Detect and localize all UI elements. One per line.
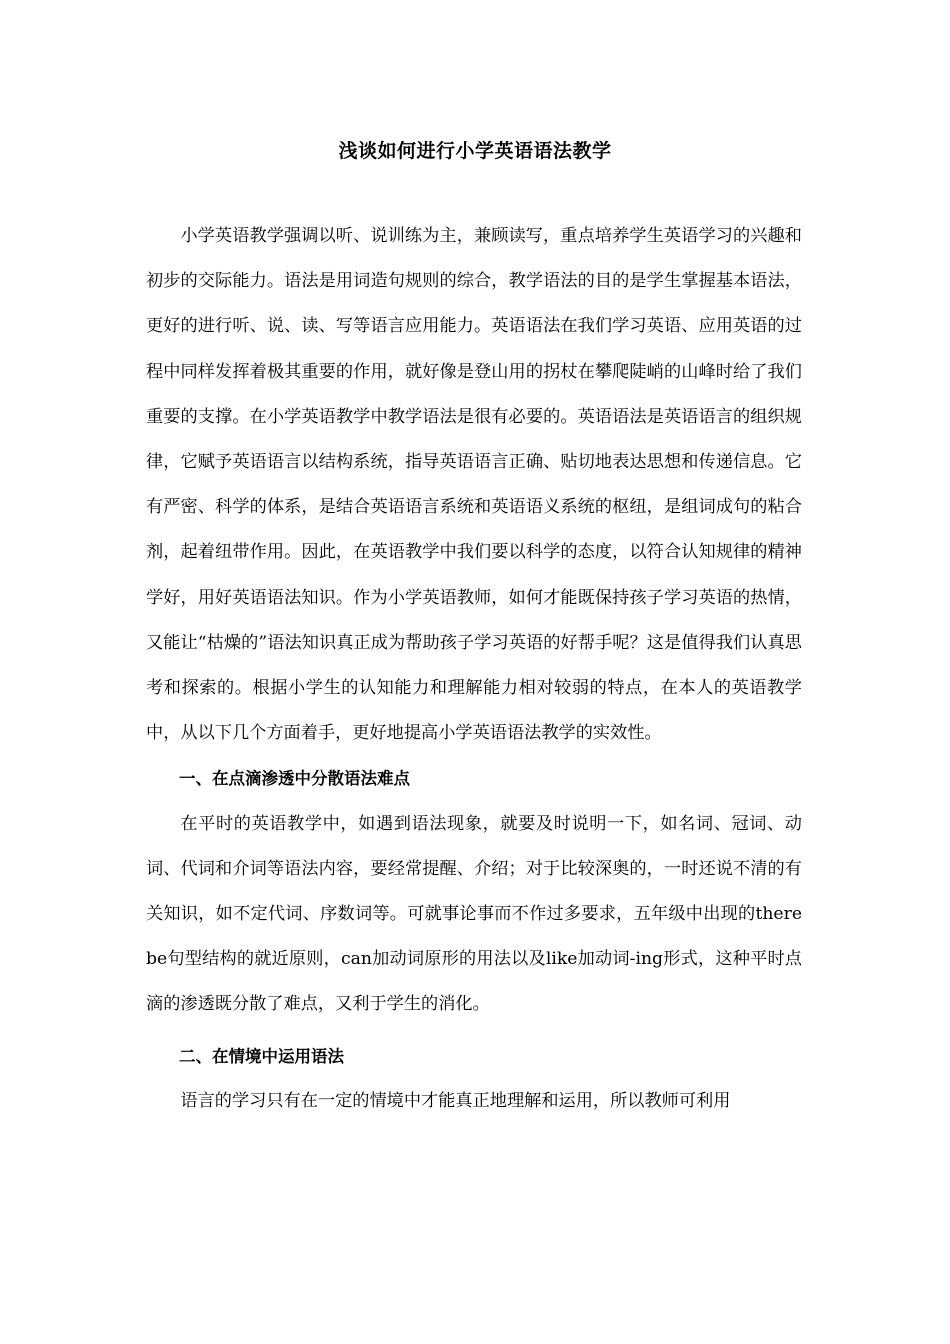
section-1-heading: 一、在点滴渗透中分散语法难点 (179, 769, 410, 789)
document-body (146, 214, 802, 1124)
section-2-heading: 二、在情境中运用语法 (179, 1046, 344, 1066)
document-title: 浅谈如何进行小学英语语法教学 (338, 140, 612, 162)
intro-paragraph: 小学英语教学强调以听、说训练为主，兼顾读写，重点培养学生英语学习的兴趣和初步的交际能力。语法是用词造句规则的综合，教学语法的目的是学生掌握基本语法，更好的进行听、说、读、写等语言应用能力。英语语法在我们学习英语、应用英语的过程中同样发挥着极其重要的作用，就好像是登山用的拐杖在攀爬陡峭的山峰时给了我们重要的支撑。在小学英语教学中教学语法是很有必要的。英语语法是英语语言的组织规律，它赋予英语语言以结构系统，指导英语语言正确、贴切地表达思想和传递信息。它有严密、科学的体系，是结合英语语言系统和英语语义系统的枢纽，是组词成句的粘合剂，起着纽带作用。因此，在英语教学中我们要以科学的态度，以符合认知规律的精神学好，用好英语语法知识。作为小学英语教师，如何才能既保持孩子学习英语的热情，又能让“枯燥的”语法知识真正成为帮助孩子学习英语的好帮手呢？这是值得我们认真思考和探索的。根据小学生的认知能力和理解能力相对较弱的特点，在本人的英语教学中，从以下几个方面着手，更好地提高小学英语语法教学的实效性。 (146, 226, 802, 744)
section-1-paragraph: 在平时的英语教学中，如遇到语法现象，就要及时说明一下，如名词、冠词、动词、代词和介词等语法内容，要经常提醒、介绍；对于比较深奥的，一时还说不清的有关知识，如不定代词、序数词等。可就事论事而不作过多要求，五年级中出现的there be句型结构的就近原则，can加动词原形的用法以及like加动词-ing形式，这种平时点滴的渗透既分散了难点，又利于学生的消化。 (146, 813, 802, 1015)
section-2-paragraph: 语言的学习只有在一定的情境中才能真正地理解和运用，所以教师可利用 (180, 1090, 731, 1111)
